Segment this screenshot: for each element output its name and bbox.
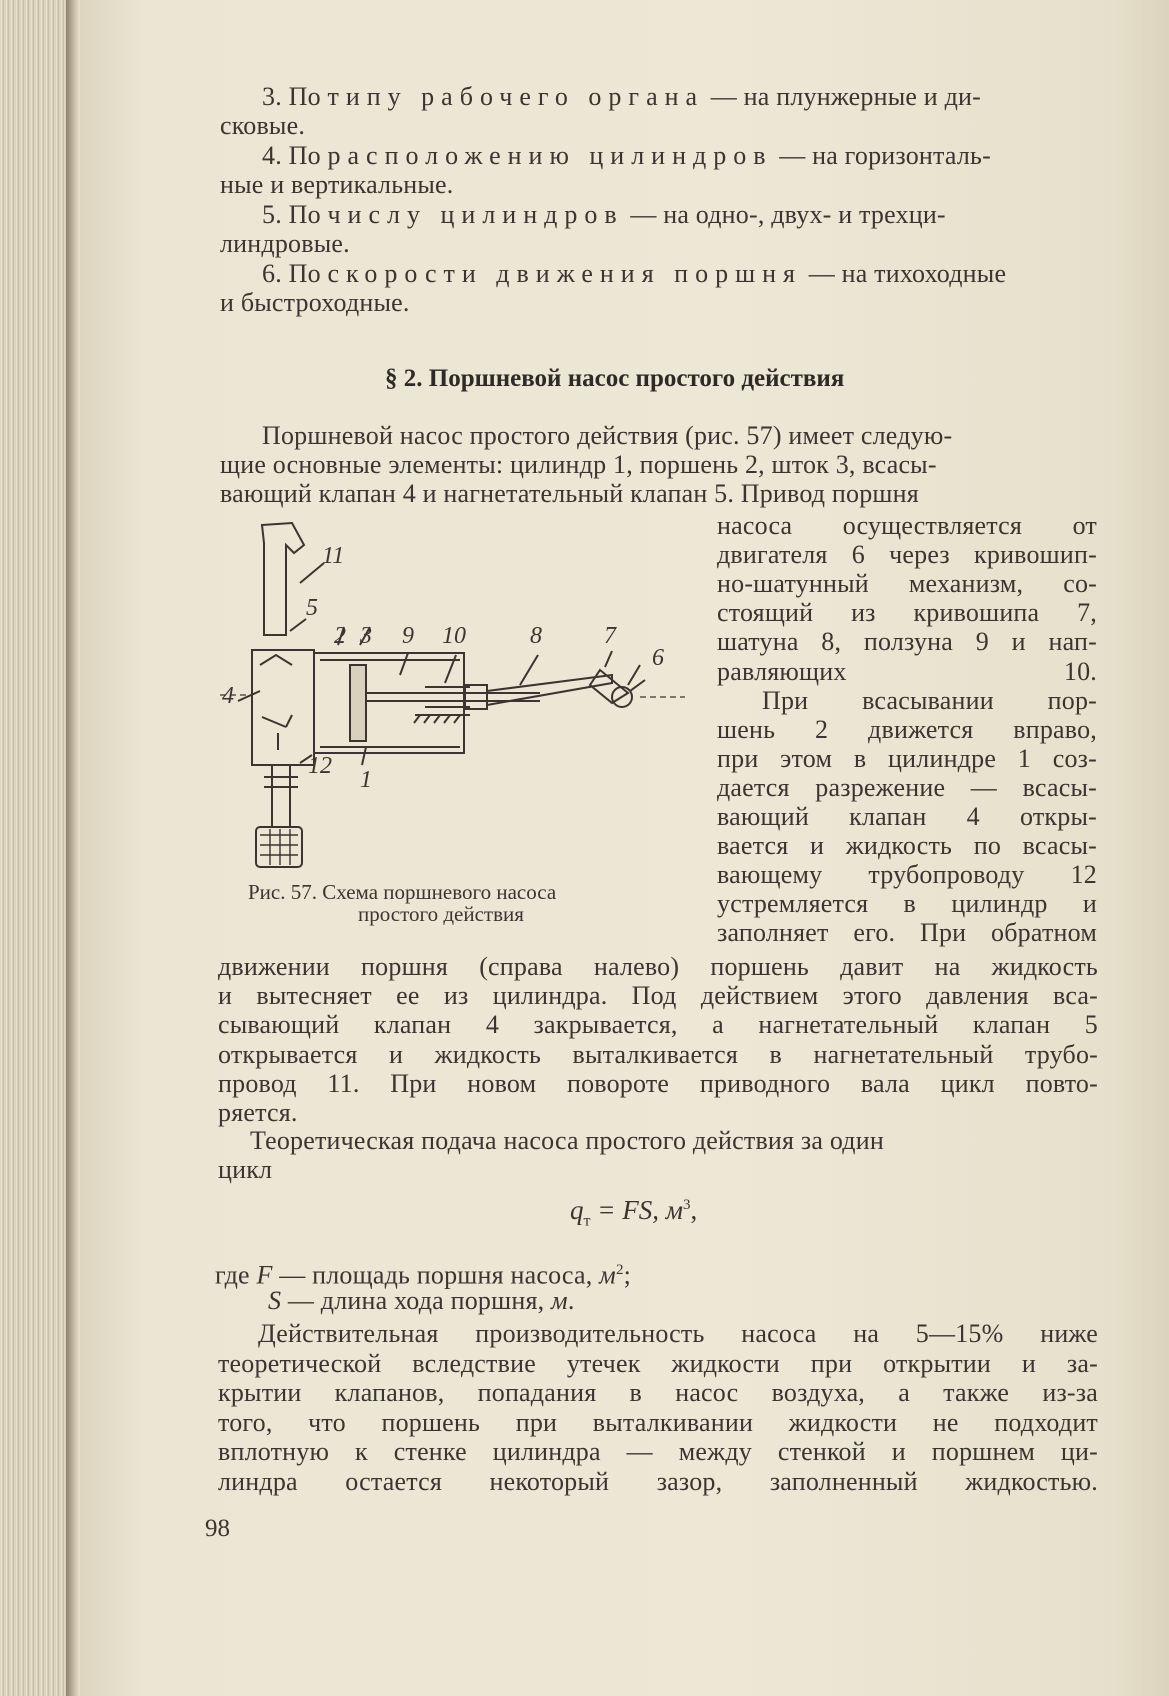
cylinder-1	[314, 653, 464, 753]
para1-line-2: щие основные элементы: цилиндр 1, поршень 2, шток 3, всасы-	[220, 450, 937, 479]
discharge-pipe	[262, 523, 304, 635]
rightcol-line: при этом в цилиндре 1 соз-	[717, 743, 1097, 773]
fig-label-12: 12	[308, 753, 332, 779]
figure-caption-line-2: простого действия	[358, 902, 524, 926]
list-item-4-cont: ные и вертикальные.	[220, 170, 454, 199]
para2-line: и вытесняет ее из цилиндра. Под действием этого давления вса-	[218, 981, 1098, 1011]
para2-line: провод 11. При новом повороте приводного вала цикл повто-	[218, 1068, 1098, 1098]
list-item-4: 4. По расположению цилиндров — на горизонталь-	[262, 141, 991, 170]
book-page-edges	[0, 0, 70, 1696]
list-item-6: 6. По скорости движения поршня — на тихоходные	[262, 259, 1007, 288]
where-line-S: S — длина хода поршня, м.	[268, 1286, 575, 1315]
para3-line-2: цикл	[218, 1155, 273, 1184]
list-item-3-cont: сковые.	[220, 111, 306, 140]
page-number: 98	[205, 1515, 230, 1542]
list-item-6-cont: и быстроходные.	[220, 288, 410, 317]
rightcol-line: заполняет его. При обратном	[717, 918, 1097, 948]
rightcol-line: устремляется в цилиндр и	[717, 889, 1097, 919]
para4-line: вплотную к стенке цилиндра — между стенкой и поршнем ци-	[218, 1437, 1098, 1466]
fig-label-9: 9	[402, 623, 414, 649]
where-line-F: где F — площадь поршня насоса, $м^2$;	[215, 1260, 632, 1290]
para4-line: теоретической вследствие утечек жидкости при открытии и за-	[218, 1348, 1098, 1378]
pump-schematic-figure	[220, 515, 690, 875]
valve-box	[252, 650, 314, 765]
rightcol-line: вающий клапан 4 откры-	[717, 802, 1097, 831]
para2-line: движении поршня (справа налево) поршень давит на жидкость	[218, 952, 1098, 981]
rightcol-line: вается и жидкость по всасы-	[717, 831, 1097, 861]
fig-label-6: 6	[652, 645, 664, 671]
fig-label-1: 1	[360, 767, 372, 793]
para1-line-3: вающий клапан 4 и нагнетательный клапан 5. Привод поршня	[220, 479, 919, 508]
rightcol-line: При всасывании пор-	[762, 685, 1097, 715]
rightcol-line: дается разрежение — всасы-	[717, 772, 1097, 802]
fig-label-7: 7	[604, 623, 616, 649]
formula-theoretical-delivery: $q_т$ = FS, $м^3$,	[570, 1195, 698, 1230]
fig-label-8: 8	[530, 623, 542, 649]
rightcol-line: шатуна 8, ползуна 9 и нап-	[717, 627, 1097, 657]
list-item-3: 3. По типу рабочего органа — на плунжерные и ди-	[262, 82, 982, 111]
rightcol-line: насоса осуществляется от	[717, 511, 1097, 540]
page-edge-tint	[1109, 0, 1169, 1696]
fig-label-11: 11	[322, 543, 345, 569]
fig-label-4: 4	[222, 683, 234, 709]
figure-caption-line-1: Рис. 57. Схема поршневого насоса	[248, 880, 557, 904]
rightcol-line: стоящий из кривошипа 7,	[717, 598, 1097, 628]
para1-line-1: Поршневой насос простого действия (рис. 57) имеет следую-	[262, 421, 953, 450]
para3-line-1: Теоретическая подача насоса простого действия за один	[250, 1126, 884, 1155]
rightcol-line: равляющих 10.	[717, 656, 1097, 686]
slider-9	[465, 685, 487, 709]
list-item-5: 5. По числу цилиндров — на одно-, двух- и трехци-	[262, 200, 946, 229]
rightcol-line: шень 2 движется вправо,	[717, 714, 1097, 744]
suction-strainer	[256, 827, 302, 867]
rightcol-line: двигателя 6 через кривошип-	[717, 540, 1097, 570]
fig-label-10: 10	[442, 623, 466, 649]
list-item-5-cont: линдровые.	[220, 229, 350, 258]
fig-label-5: 5	[306, 595, 318, 621]
para2-line: открывается и жидкость выталкивается в нагнетательный трубо-	[218, 1039, 1098, 1069]
rightcol-line: вающему трубопроводу 12	[717, 860, 1097, 890]
para4-line: Действительная производительность насоса на 5—15% ниже	[258, 1319, 1098, 1348]
para4-line: крытии клапанов, попадания в насос воздуха, а также из-за	[218, 1378, 1098, 1407]
book-gutter-shadow	[66, 0, 80, 1696]
para4-line: линдра остается некоторый зазор, заполненный жидкостью.	[218, 1466, 1098, 1496]
section-heading: § 2. Поршневой насос простого действия	[385, 365, 845, 392]
fig-label-3: 3	[360, 623, 372, 649]
fig-label-2: 2	[334, 623, 346, 649]
para4-line: того, что поршень при выталкивании жидкости не подходит	[218, 1407, 1098, 1437]
para2-line: ряется.	[218, 1098, 298, 1127]
piston-2	[350, 665, 366, 741]
rightcol-line: но-шатунный механизм, со-	[717, 569, 1097, 599]
para2-line: сывающий клапан 4 закрывается, а нагнетательный клапан 5	[218, 1010, 1098, 1040]
